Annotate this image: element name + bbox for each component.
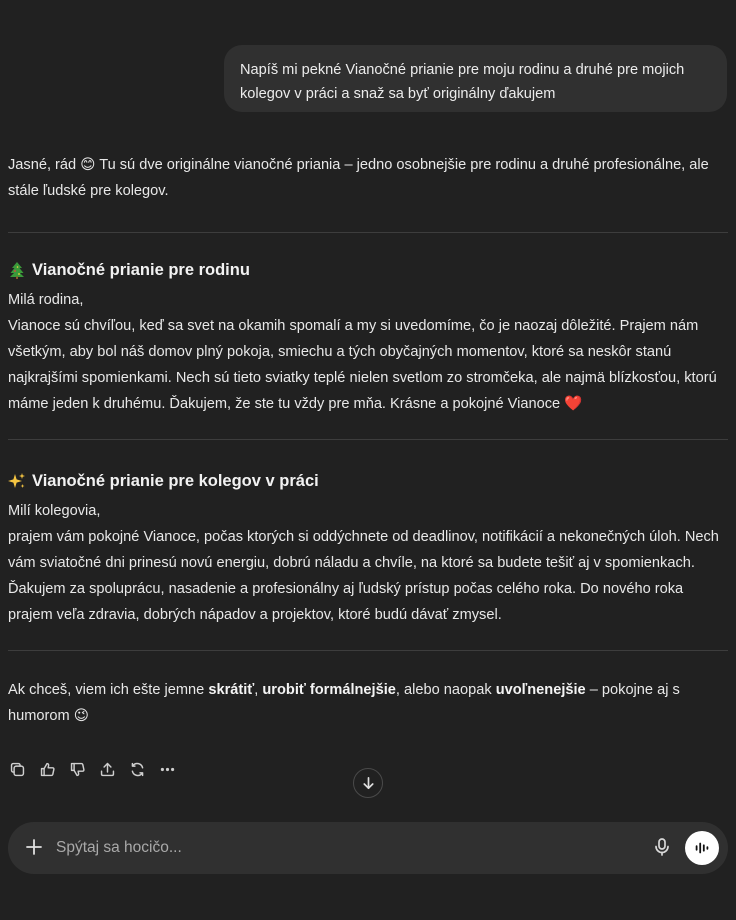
user-message-text: Napíš mi pekné Vianočné prianie pre moju rodinu a druhé pre mojich kolegov v práci a snaž sa byť originálny ďakujem: [240, 62, 685, 102]
christmas-tree-icon: [8, 261, 26, 279]
arrow-down-icon: [361, 776, 376, 791]
colleagues-wish-section: [8, 440, 728, 650]
voice-mode-button[interactable]: [685, 831, 719, 865]
thumbs-up-button[interactable]: [38, 760, 56, 778]
family-wish-greeting: Milá rodina,: [8, 292, 84, 308]
regenerate-button[interactable]: [128, 760, 146, 778]
chat-input[interactable]: [56, 836, 576, 860]
colleagues-wish-heading: [8, 468, 728, 494]
family-wish-heading: [8, 257, 728, 283]
assistant-response: [8, 152, 728, 729]
more-icon: [159, 761, 176, 778]
copy-icon: [9, 761, 26, 778]
share-button[interactable]: [98, 760, 116, 778]
scroll-to-bottom-button[interactable]: [353, 768, 383, 798]
outro-text: Ak chceš, viem ich ešte jemne: [8, 682, 209, 698]
thumbs-down-button[interactable]: [68, 760, 86, 778]
sparkles-icon: [8, 472, 26, 490]
colleagues-wish-title: Vianočné prianie pre kolegov v práci: [32, 472, 319, 490]
family-wish-section: [8, 233, 728, 439]
colleagues-wish-body: prajem vám pokojné Vianoce, počas ktorých si oddýchnete od deadlinov, notifikácií a nekonečných úloh. Nech vám sviatočné dni prinesú novú energiu, dobrú náladu a chvíle, na ktoré sa budete tešiť aj v spomienkach. Ďakujem za spoluprácu, nasadenie a profesionálny aj ľudský prístup počas celého roka. Do nového roka prajem veľa zdravia, dobrých nápadov a projektov, ktoré budú dávať zmysel.: [8, 529, 719, 623]
share-icon: [99, 761, 116, 778]
thumbs-up-icon: [39, 761, 56, 778]
colleagues-wish-greeting: Milí kolegovia,: [8, 503, 101, 519]
outro-text: ,: [254, 682, 263, 698]
message-actions: [8, 760, 176, 778]
microphone-icon: [652, 837, 672, 857]
plus-icon: [24, 837, 44, 857]
thumbs-down-icon: [69, 761, 86, 778]
outro-text: , alebo naopak: [395, 682, 496, 698]
user-message-bubble: [224, 45, 727, 112]
assistant-intro: Jasné, rád 😊 Tu sú dve originálne vianočné priania – jedno osobnejšie pre rodinu a druhé profesionálne, ale stále ľudské pre kolegov.: [8, 157, 709, 199]
chat-composer: [8, 822, 728, 874]
copy-button[interactable]: [8, 760, 26, 778]
add-attachment-button[interactable]: [24, 837, 46, 859]
assistant-outro: [8, 651, 728, 729]
regenerate-icon: [129, 761, 146, 778]
outro-text: – pokojne aj s humorom 😉: [8, 682, 680, 724]
voice-waveform-icon: [693, 839, 711, 857]
outro-bold-formal: urobiť formálnejšie: [262, 682, 396, 698]
family-wish-title: Vianočné prianie pre rodinu: [32, 261, 250, 279]
outro-bold-shorten: skrátiť: [208, 682, 255, 698]
family-wish-body: Vianoce sú chvíľou, keď sa svet na okamih spomalí a my si uvedomíme, čo je naozaj dôležité. Prajem nám všetkým, aby bol náš domov plný pokoja, smiechu a tých obyčajných momentov, ktoré sa neskôr stanú najkrajšími spomienkami. Nech sú tieto sviatky teplé nielen svetlom zo stromčeka, ale najmä blízkosťou, ktorú máme jeden k druhému. Ďakujem, že ste tu vždy pre mňa. Krásne a pokojné Vianoce ❤️: [8, 318, 717, 412]
more-button[interactable]: [158, 760, 176, 778]
dictate-button[interactable]: [652, 837, 674, 859]
outro-bold-relaxed: uvoľnenejšie: [495, 682, 586, 698]
